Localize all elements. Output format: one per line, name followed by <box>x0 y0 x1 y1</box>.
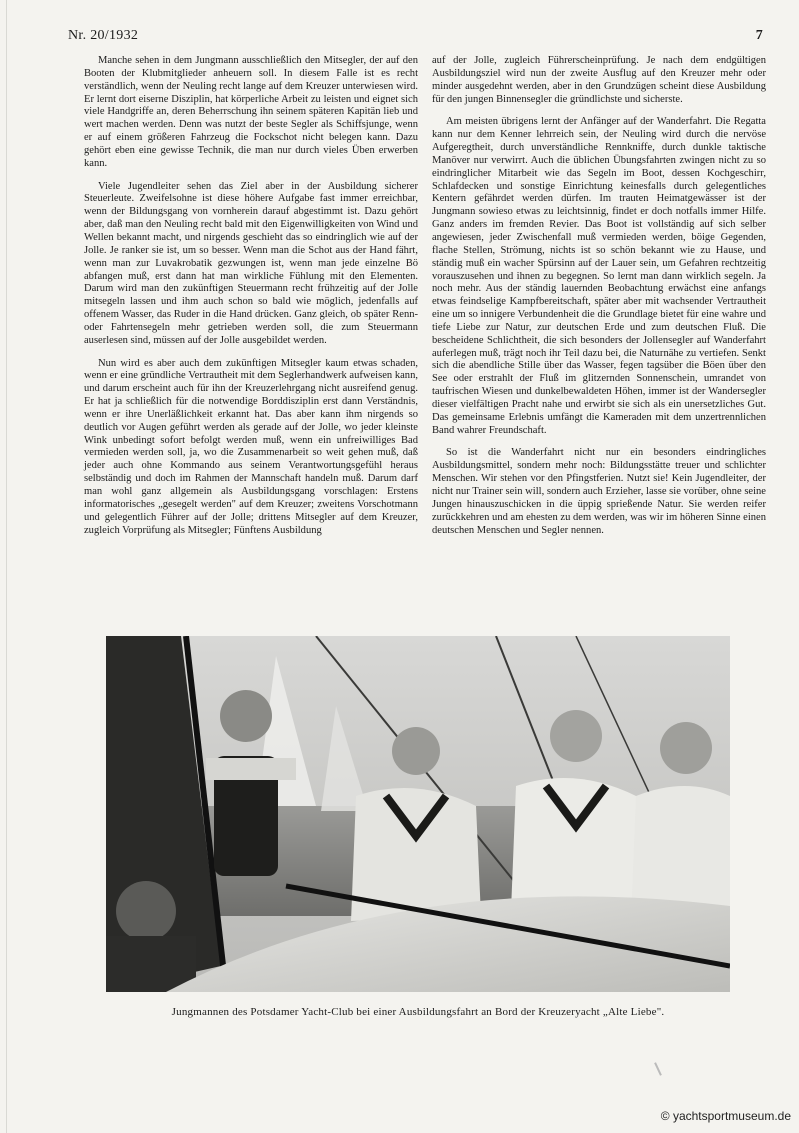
copyright-watermark: © yachtsportmuseum.de <box>660 1109 791 1123</box>
photo-caption: Jungmannen des Potsdamer Yacht-Club bei einer Ausbildungsfahrt an Bord der Kreuzeryacht „Alte Liebe". <box>171 1006 665 1018</box>
paragraph: Am meisten übrigens lernt der Anfänger auf der Wanderfahrt. Die Regatta kann nur dem Kenner lehrreich sein, der Neuling wird durch die nervöse Aufgeregtheit, durch unverständliche Rennkniffe, durch dunkle taktische Manöver nur verwirrt. Auch die üblichen Übungsfahrten zwingen nicht zu so eindringlicher Mitarbeit wie das Segeln im Boot, dessen Kochgeschirr, Schlafdecken und sonstige Einrichtung keinesfalls durch gelegentliches Kentern gefährdet werden dürfen. Im trauten Heimatgewässer ist der Jungmann sowieso etwas zu leichtsinnig, findet er doch notfalls immer Hilfe. Ganz anders im fremden Revier. Das Boot ist vollständig auf sich selber angewiesen, jeder Zwischenfall muß vermieden werden, böige Gegenden, flache Stellen, Strömung, nichts ist so schön bekannt wie zu Hause, und ständig muß ein wacher Spürsinn auf der Lauer sein, um Gefahren rechtzeitig vorauszusehen und ihnen zu begegnen. So lernt man dann wirklich segeln. Ja noch mehr. Aus der ständig lauernden Beobachtung erwächst eine anfangs etwas feindselige Kampfbereitschaft, später aber mit wachsender Vertrautheit eine um so innigere Verbundenheit die die Grundlage bietet für eine wahre und tiefe Liebe zur Natur, zur deutschen Erde und zum deutschen Fluß. Die bescheidene Schlichtheit, die sich besonders der Jollensegler auf Wanderfahrt auferlegen muß, trägt noch ihr Teil dazu bei, die Naturnähe zu vertiefen. Senkt sich die abendliche Stille über das Wasser, fegen tagsüber die Böen über den See oder erstrahlt der Fluß im glitzernden Sonnenschein, umrandet von taufrischen Wiesen und dunkelbewaldeten Höhen, immer ist der Wandersegler dieser vielfältigen Pracht nahe und erwirbt sie sich als ein unersetzliches Gut. Das gemeinsame Erlebnis umfängt die Kameraden mit dem unzertrennlichen Band wahrer Freundschaft. <box>432 116 766 436</box>
paragraph: Manche sehen in dem Jungmann ausschließlich den Mitsegler, der auf den Booten der Klubmitglieder anheuern soll. In diesem Falle ist es recht verständlich, wenn der Neuling recht lange auf dem Kreuzer unterwiesen wird. Er lernt dort eiserne Disziplin, hat körperliche Arbeit zu leisten und eignet sich viele Handgriffe an, deren Beherrschung ihn seinem späteren Kapitän lieb und wert machen werden. Denn was nutzt der beste Segler als Schiffsjunge, wenn er auf einem größeren Fahrzeug die Fockschot nicht belegen kann. Dazu gehört eben eine gewisse Technik, die man nur durch vieles Üben erwerben kann. <box>84 55 418 169</box>
issue-number: Nr. 20/1932 <box>68 28 139 43</box>
left-column <box>84 55 418 547</box>
paragraph: So ist die Wanderfahrt nicht nur ein besonders eindringliches Ausbildungsmittel, sondern mehr noch: Bildungsstätte treuer und schlichter Menschen. Wir stehen vor den Pfingstferien. Nutzt sie! Kein Jugendleiter, der nicht nur Trainer sein will, sondern auch Erzieher, lasse sie vorüber, ohne seine Jungen hinauszuschicken in die üppig sprießende Natur. Sie werden reifer zurückkehren und am ehesten zu dem werden, was wir im höheren Sinne einen deutschen Menschen und Segler nennen. <box>432 447 766 536</box>
paragraph: Nun wird es aber auch dem zukünftigen Mitsegler kaum etwas schaden, wenn er eine gründliche Vertrautheit mit dem Seglerhandwerk aufweisen kann, und darum erscheint auch für ihn der Kreuzerlehrgang nicht ausreifend genug. Er hat ja schließlich für die notwendige Borddisziplin erst dann Verständnis, wenn er ihre Unerläßlichkeit erkannt hat. Das aber kann ihm nirgends so deutlich vor Augen geführt werden als gerade auf der Jolle, wo jeder kleinste Wink unbedingt sofort befolgt werden muß, wenn ein unfreiwilliges Bad vermieden werden soll, ja, wo die Zusammenarbeit so weit gehen muß, daß jeder auch ohne Kommando aus seinem Verantwortungsgefühl heraus selbständig und doch im Rahmen der Mannschaft handeln muß. Darum darf man wohl ganz allgemein als Ausbildungsgang vorschlagen: Erstens informatorisches „gesegelt werden" auf dem Kreuzer; zweitens Vorschotmann und gelegentlich Führer auf der Jolle; drittens Mitsegler auf dem Kreuzer, zugleich Vorprüfung als Mitsegler; Fünftens Ausbildung <box>84 357 418 536</box>
page-number: 7 <box>755 28 763 43</box>
page-edge <box>6 0 7 1133</box>
paragraph: Viele Jugendleiter sehen das Ziel aber in der Ausbildung sicherer Steuerleute. Zweifelsohne ist diese höhere Aufgabe fast immer erreichbar, wenn der Bildungsgang von vornherein darauf abgestimmt ist. Dazu gehört aber, daß man den Neuling recht bald mit den Eigenwilligkeiten von Wind und Wellen bekannt macht, und nirgends geschieht das so eindringlich wie auf der Jolle. Je ranker sie ist, um so besser. Wenn man die Schot aus der Hand fährt, wenn man zur Luvakrobatik gezwungen ist, wenn man jede einzelne Bö abfangen muß, erst dann hat man wirkliche Fühlung mit den Elementen. Darum wird man den zukünftigen Steuermann recht frühzeitig auf der Jolle mitsegeln lassen und ihm auch schon so bald wie möglich, jedenfalls auf offenem Wasser, das Ruder in die Hand drücken. Ganz gleich, ob später Renn- oder Fahrtensegeln mehr getrieben werden soll, die zum Steuermann auserlesen sind, müssen auf der Jolle ausgebildet werden. <box>84 180 418 346</box>
paragraph: auf der Jolle, zugleich Führerscheinprüfung. Je nach dem endgültigen Ausbildungsziel wird nun der zweite Ausflug auf den Kreuzer mehr oder minder ausgedehnt werden, aber in den Grundzügen scheint diese Ausbildung für den jungen Binnensegler die gründlichste und sicherste. <box>432 55 766 105</box>
page-mark <box>654 1062 662 1076</box>
sailing-crew-photo <box>106 636 730 992</box>
right-column <box>432 55 766 547</box>
